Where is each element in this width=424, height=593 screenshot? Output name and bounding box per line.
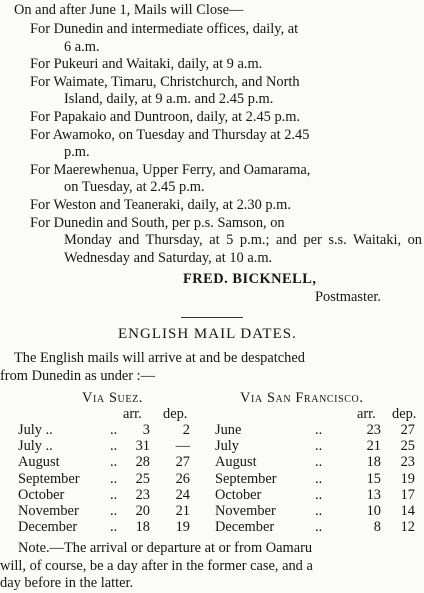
dep-cell: 19 — [175, 519, 190, 536]
mail-item-continuation: Monday and Thursday, at 5 p.m.; and per s.s. Waitaki, on Wednesday and Saturday, at 10 a.m. — [64, 232, 422, 266]
sf-dep-header: dep. — [392, 406, 417, 422]
mail-item — [30, 215, 422, 268]
month-cell: September — [215, 470, 277, 487]
footnote-line: Note.—The arrival or departure at or from Oamaru — [18, 540, 313, 556]
suez-arr-header: arr. — [123, 406, 142, 422]
via-suez-table — [18, 422, 198, 535]
mail-item — [30, 197, 422, 215]
leader-dots: .. — [110, 454, 118, 471]
leader-dots: .. — [315, 502, 323, 519]
table-row — [18, 503, 198, 519]
section-title: ENGLISH MAIL DATES. — [118, 326, 297, 342]
month-cell: July .. — [18, 422, 53, 438]
table-row — [18, 487, 198, 503]
leader-dots: .. — [315, 438, 323, 455]
arr-cell: 15 — [366, 470, 381, 487]
suez-dep-header: dep. — [163, 406, 188, 422]
arr-cell: 25 — [135, 470, 150, 487]
dep-cell: 19 — [400, 470, 415, 487]
mail-item — [30, 162, 422, 197]
section-divider — [181, 317, 243, 318]
mail-item-text: For Weston and Teaneraki, daily, at 2.30 p.m. — [30, 196, 291, 213]
table-row — [215, 422, 420, 438]
intro-paragraph — [0, 350, 422, 385]
month-cell: October — [18, 486, 65, 503]
via-suez-heading: Via Suez. — [82, 390, 143, 406]
via-san-francisco-heading: Via San Francisco. — [240, 390, 364, 406]
mail-item-text: For Awamoko, on Tuesday and Thursday at 2.45 — [30, 126, 310, 143]
month-cell: July — [215, 438, 239, 455]
dep-cell: 12 — [400, 519, 415, 536]
intro-line: from Dunedin as under :— — [0, 367, 156, 384]
table-row — [215, 438, 420, 454]
table-row — [215, 487, 420, 503]
footnote-line: will, of course, be a day after in the former case, and a — [0, 557, 313, 574]
arr-cell: 31 — [135, 438, 150, 455]
dep-cell: 26 — [175, 470, 190, 487]
signature-name: FRED. BICKNELL, — [183, 271, 317, 287]
mail-item — [30, 21, 422, 56]
leader-dots: .. — [315, 519, 323, 536]
arr-cell: 21 — [366, 438, 381, 455]
footnote — [0, 540, 424, 593]
footnote-line: day before in the latter. — [0, 575, 134, 592]
sf-arr-header: arr. — [357, 406, 376, 422]
table-row — [215, 471, 420, 487]
mail-item — [30, 109, 422, 127]
mail-item — [30, 127, 422, 162]
month-cell: November — [18, 502, 79, 519]
month-cell: December — [215, 519, 275, 536]
arr-cell: 28 — [135, 454, 150, 471]
mail-item-continuation: p.m. — [64, 144, 90, 161]
leader-dots: .. — [110, 519, 118, 536]
table-row — [18, 438, 198, 454]
mail-item-text: For Pukeuri and Waitaki, daily, at 9 a.m. — [30, 56, 263, 73]
arr-cell: 23 — [135, 486, 150, 503]
arr-cell: 10 — [366, 502, 381, 519]
mail-item-continuation: Island, daily, at 9 a.m. and 2.45 p.m. — [64, 91, 274, 108]
mails-close-heading: On and after June 1, Mails will Close— — [14, 2, 244, 18]
arr-cell: 18 — [366, 454, 381, 471]
mail-closing-list — [30, 21, 422, 267]
dep-cell: 14 — [400, 502, 415, 519]
table-row — [18, 422, 198, 438]
leader-dots: .. — [315, 454, 323, 471]
month-cell: August — [215, 454, 257, 471]
intro-line: The English mails will arrive at and be despatched — [14, 350, 305, 366]
arr-cell: 8 — [373, 519, 381, 536]
dep-cell: — — [175, 438, 190, 455]
mail-item-text: For Waimate, Timaru, Christchurch, and North — [30, 73, 300, 90]
dep-cell: 2 — [182, 422, 190, 438]
leader-dots: .. — [110, 502, 118, 519]
via-san-francisco-table — [215, 422, 420, 535]
dep-cell: 25 — [400, 438, 415, 455]
mail-item-text: For Maerewhenua, Upper Ferry, and Oamarama, — [30, 161, 311, 178]
mail-item — [30, 56, 422, 74]
month-cell: August — [18, 454, 60, 471]
dep-cell: 24 — [175, 486, 190, 503]
arr-cell: 13 — [366, 486, 381, 503]
dep-cell: 27 — [175, 454, 190, 471]
table-row — [215, 519, 420, 535]
table-row — [18, 471, 198, 487]
mail-item-continuation: 6 a.m. — [64, 38, 100, 55]
month-cell: November — [215, 502, 276, 519]
table-row — [215, 454, 420, 470]
leader-dots: .. — [110, 486, 118, 503]
leader-dots: .. — [110, 470, 118, 487]
arr-cell: 3 — [142, 422, 150, 438]
dep-cell: 23 — [400, 454, 415, 471]
leader-dots: .. — [110, 438, 118, 455]
table-row — [18, 519, 198, 535]
mail-item-text: For Papakaio and Duntroon, daily, at 2.45 p.m. — [30, 108, 301, 125]
dep-cell: 21 — [175, 502, 190, 519]
dep-cell: 27 — [400, 422, 415, 438]
arr-cell: 23 — [366, 422, 381, 438]
month-cell: June — [215, 422, 242, 438]
leader-dots: .. — [110, 422, 118, 438]
arr-cell: 18 — [135, 519, 150, 536]
mail-item-text: For Dunedin and intermediate offices, daily, at — [30, 21, 299, 37]
mail-item-text: For Dunedin and South, per p.s. Samson, on — [30, 214, 285, 231]
signature-title: Postmaster. — [315, 289, 381, 305]
dep-cell: 17 — [400, 486, 415, 503]
leader-dots: .. — [315, 486, 323, 503]
month-cell: July .. — [18, 438, 53, 455]
month-cell: October — [215, 486, 262, 503]
month-cell: September — [18, 470, 80, 487]
leader-dots: .. — [315, 422, 323, 438]
leader-dots: .. — [315, 470, 323, 487]
month-cell: December — [18, 519, 78, 536]
arr-cell: 20 — [135, 502, 150, 519]
mail-item-continuation: on Tuesday, at 2.45 p.m. — [64, 179, 205, 196]
table-row — [18, 454, 198, 470]
table-row — [215, 503, 420, 519]
mail-item — [30, 74, 422, 109]
